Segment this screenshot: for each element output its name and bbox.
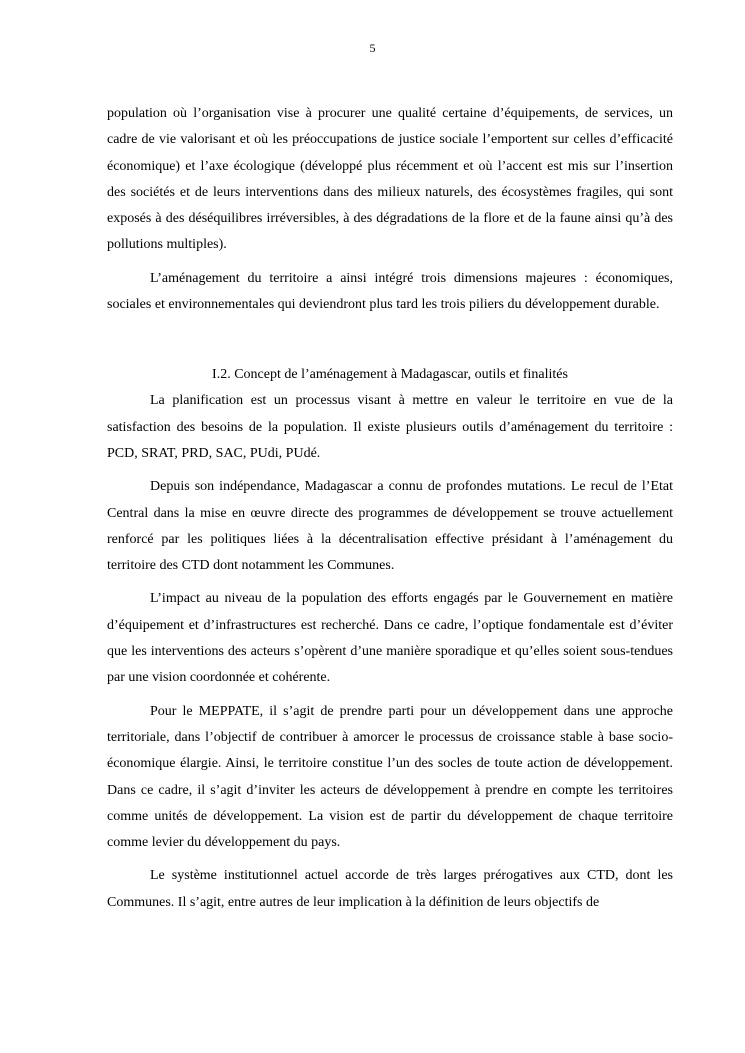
paragraph-systeme-institutionnel: Le système institutionnel actuel accorde de très larges prérogatives aux CTD, dont les Communes. Il s’agit, entre autres de leur implication à la définition de leurs objectifs de [107, 868, 673, 910]
paragraph-impact: L’impact au niveau de la population des efforts engagés par le Gouvernement en matière d’équipement et d’infrastructures est recherché. Dans ce cadre, l’optique fondamentale est d’éviter que les interventions des acteurs s’opèrent d’une manière sporadique et qu’elles soient sous-tendues par une vision coordonnée et cohérente. [107, 591, 673, 686]
paragraph-independance: Depuis son indépendance, Madagascar a connu de profondes mutations. Le recul de l’Etat Central dans la mise en œuvre directe des programmes de développement se trouve actuellement renforcé par les politiques liées à la décentralisation effective présidant à l’aménagement du territoire des CTD dont notamment les Communes. [107, 479, 673, 574]
page-number: 5 [369, 41, 376, 55]
paragraph-continuation: population où l’organisation vise à procurer une qualité certaine d’équipements, de services, un cadre de vie valorisant et où les préoccupations de justice sociale l’emportent sur celles d’efficacité économique) et l’axe écologique (développé plus récemment et où l’accent est mis sur l’insertion des sociétés et de leurs interventions dans des milieux naturels, des écosystèmes fragiles, qui sont exposés à des déséquilibres irréversibles, à des dégradations de la flore et de la faune ainsi qu’à des pollutions multiples). [107, 106, 673, 253]
paragraph-three-dimensions: L’aménagement du territoire a ainsi intégré trois dimensions majeures : économiques, sociales et environnementales qui deviendront plus tard les trois piliers du développement durable. [107, 270, 673, 313]
paragraph-meppate: Pour le MEPPATE, il s’agit de prendre parti pour un développement dans une approche territoriale, dans l’objectif de contribuer à amorcer le processus de croissance stable à base socio-économique élargie. Ainsi, le territoire constitue l’un des socles de toute action de développement. Dans ce cadre, il s’agit d’inviter les acteurs de développement à prendre en compte les territoires comme unités de développement. La vision est de partir du développement de chaque territoire comme levier du développement du pays. [107, 703, 673, 851]
document-body [107, 101, 673, 916]
paragraph-planification: La planification est un processus visant à mettre en valeur le territoire en vue de la satisfaction des besoins de la population. Il existe plusieurs outils d’aménagement du territoire : PCD, SRAT, PRD, SAC, PUdi, PUdé. [107, 393, 673, 461]
section-heading: I.2. Concept de l’aménagement à Madagascar, outils et finalités [212, 367, 568, 383]
